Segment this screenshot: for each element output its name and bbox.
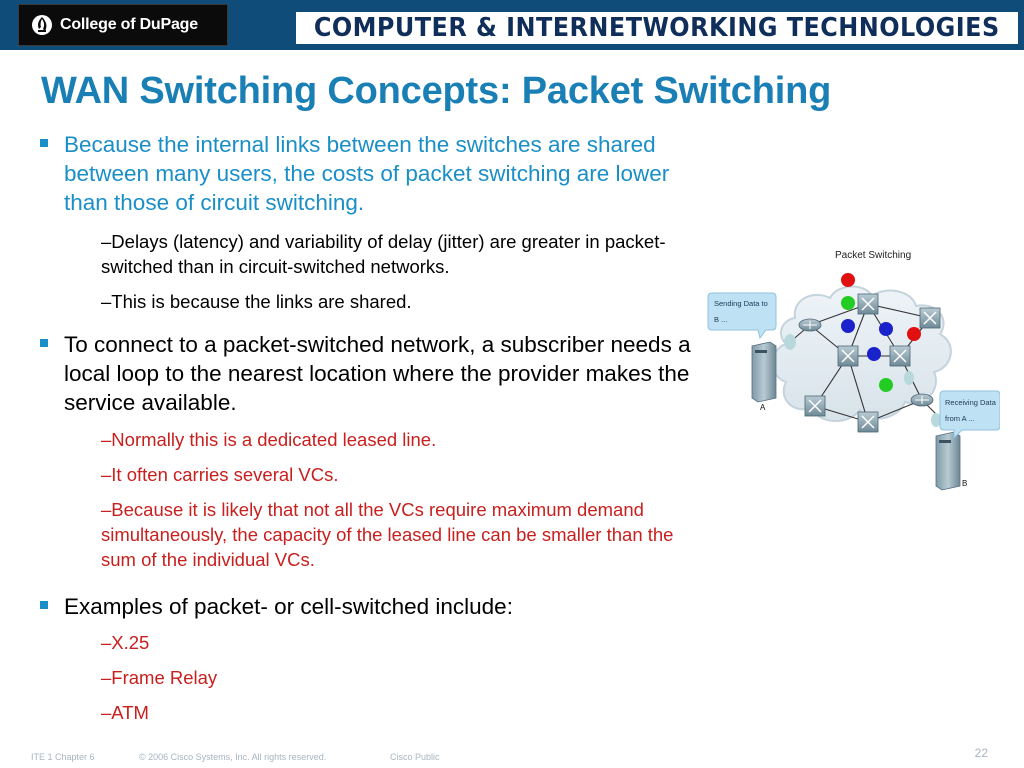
switch-icon — [858, 294, 878, 314]
sub-item: –Normally this is a dedicated leased line. — [101, 429, 437, 450]
server-b — [936, 432, 960, 490]
switch-icon — [805, 396, 825, 416]
bullet-text: Because the internal links between the switches are shared between many users, the costs of packet switching are lower than those of circuit switching. — [64, 132, 670, 215]
packet-switching-figure — [700, 238, 1000, 500]
slide-title: WAN Switching Concepts: Packet Switching — [41, 70, 832, 112]
sub-item: –This is because the links are shared. — [101, 291, 412, 312]
logo-text: College of DuPage — [60, 16, 198, 33]
link-connector — [904, 371, 914, 385]
packet-dot-blue — [841, 319, 855, 333]
bullet-item — [40, 592, 700, 621]
header-bar — [0, 0, 1024, 50]
sub-item: –Delays (latency) and variability of delay (jitter) are greater in packet-switched than in circuit-switched networks. — [101, 231, 666, 277]
bullet-item — [40, 130, 700, 217]
bullet-text: To connect to a packet-switched network, a subscriber needs a local loop to the nearest location where the provider makes the service available. — [64, 332, 691, 415]
program-title: COMPUTER & INTERNETWORKING TECHNOLOGIES — [314, 13, 1000, 43]
switch-icon — [858, 412, 878, 432]
packet-dot-blue — [867, 347, 881, 361]
callout-receiving-line2: from A ... — [945, 414, 975, 423]
callout-sending — [708, 293, 776, 338]
callout-sending-line2: B ... — [714, 315, 728, 324]
square-bullet-icon — [40, 139, 48, 147]
sub-item: –Frame Relay — [101, 667, 218, 688]
packet-dot-red — [841, 273, 855, 287]
bullet-text: Examples of packet- or cell-switched include: — [64, 594, 513, 619]
square-bullet-icon — [40, 601, 48, 609]
callout-sending-line1: Sending Data to — [714, 299, 768, 308]
footer-copyright: © 2006 Cisco Systems, Inc. All rights reserved. — [139, 752, 327, 762]
packet-dot-green — [841, 296, 855, 310]
program-banner — [296, 12, 1018, 44]
callout-receiving-line1: Receiving Data — [945, 398, 996, 407]
footer-classification: Cisco Public — [390, 752, 440, 762]
bullet-item — [40, 330, 700, 417]
router-icon — [911, 394, 933, 406]
router-icon — [799, 319, 821, 331]
sub-item: –ATM — [101, 702, 149, 723]
network-diagram — [700, 238, 1000, 500]
packet-dot-red — [907, 327, 921, 341]
sub-item: –Because it is likely that not all the VCs require maximum demand simultaneously, the capacity of the leased line can be smaller than the sum of the individual VCs. — [101, 499, 674, 570]
college-logo-icon — [31, 14, 53, 36]
callout-receiving — [940, 391, 1000, 438]
square-bullet-icon — [40, 339, 48, 347]
switch-icon — [920, 308, 940, 328]
figure-title: Packet Switching — [835, 250, 912, 261]
packet-dot-blue — [879, 322, 893, 336]
footer-chapter: ITE 1 Chapter 6 — [31, 752, 95, 762]
college-logo[interactable] — [18, 4, 228, 46]
switch-icon — [890, 346, 910, 366]
label-b: B — [962, 479, 968, 488]
server-a — [752, 342, 776, 402]
packet-dot-green — [879, 378, 893, 392]
switch-icon — [838, 346, 858, 366]
page-number: 22 — [974, 746, 988, 760]
sub-item: –It often carries several VCs. — [101, 464, 339, 485]
sub-item: –X.25 — [101, 632, 150, 653]
link-connector — [784, 334, 796, 350]
label-a: A — [760, 403, 766, 412]
